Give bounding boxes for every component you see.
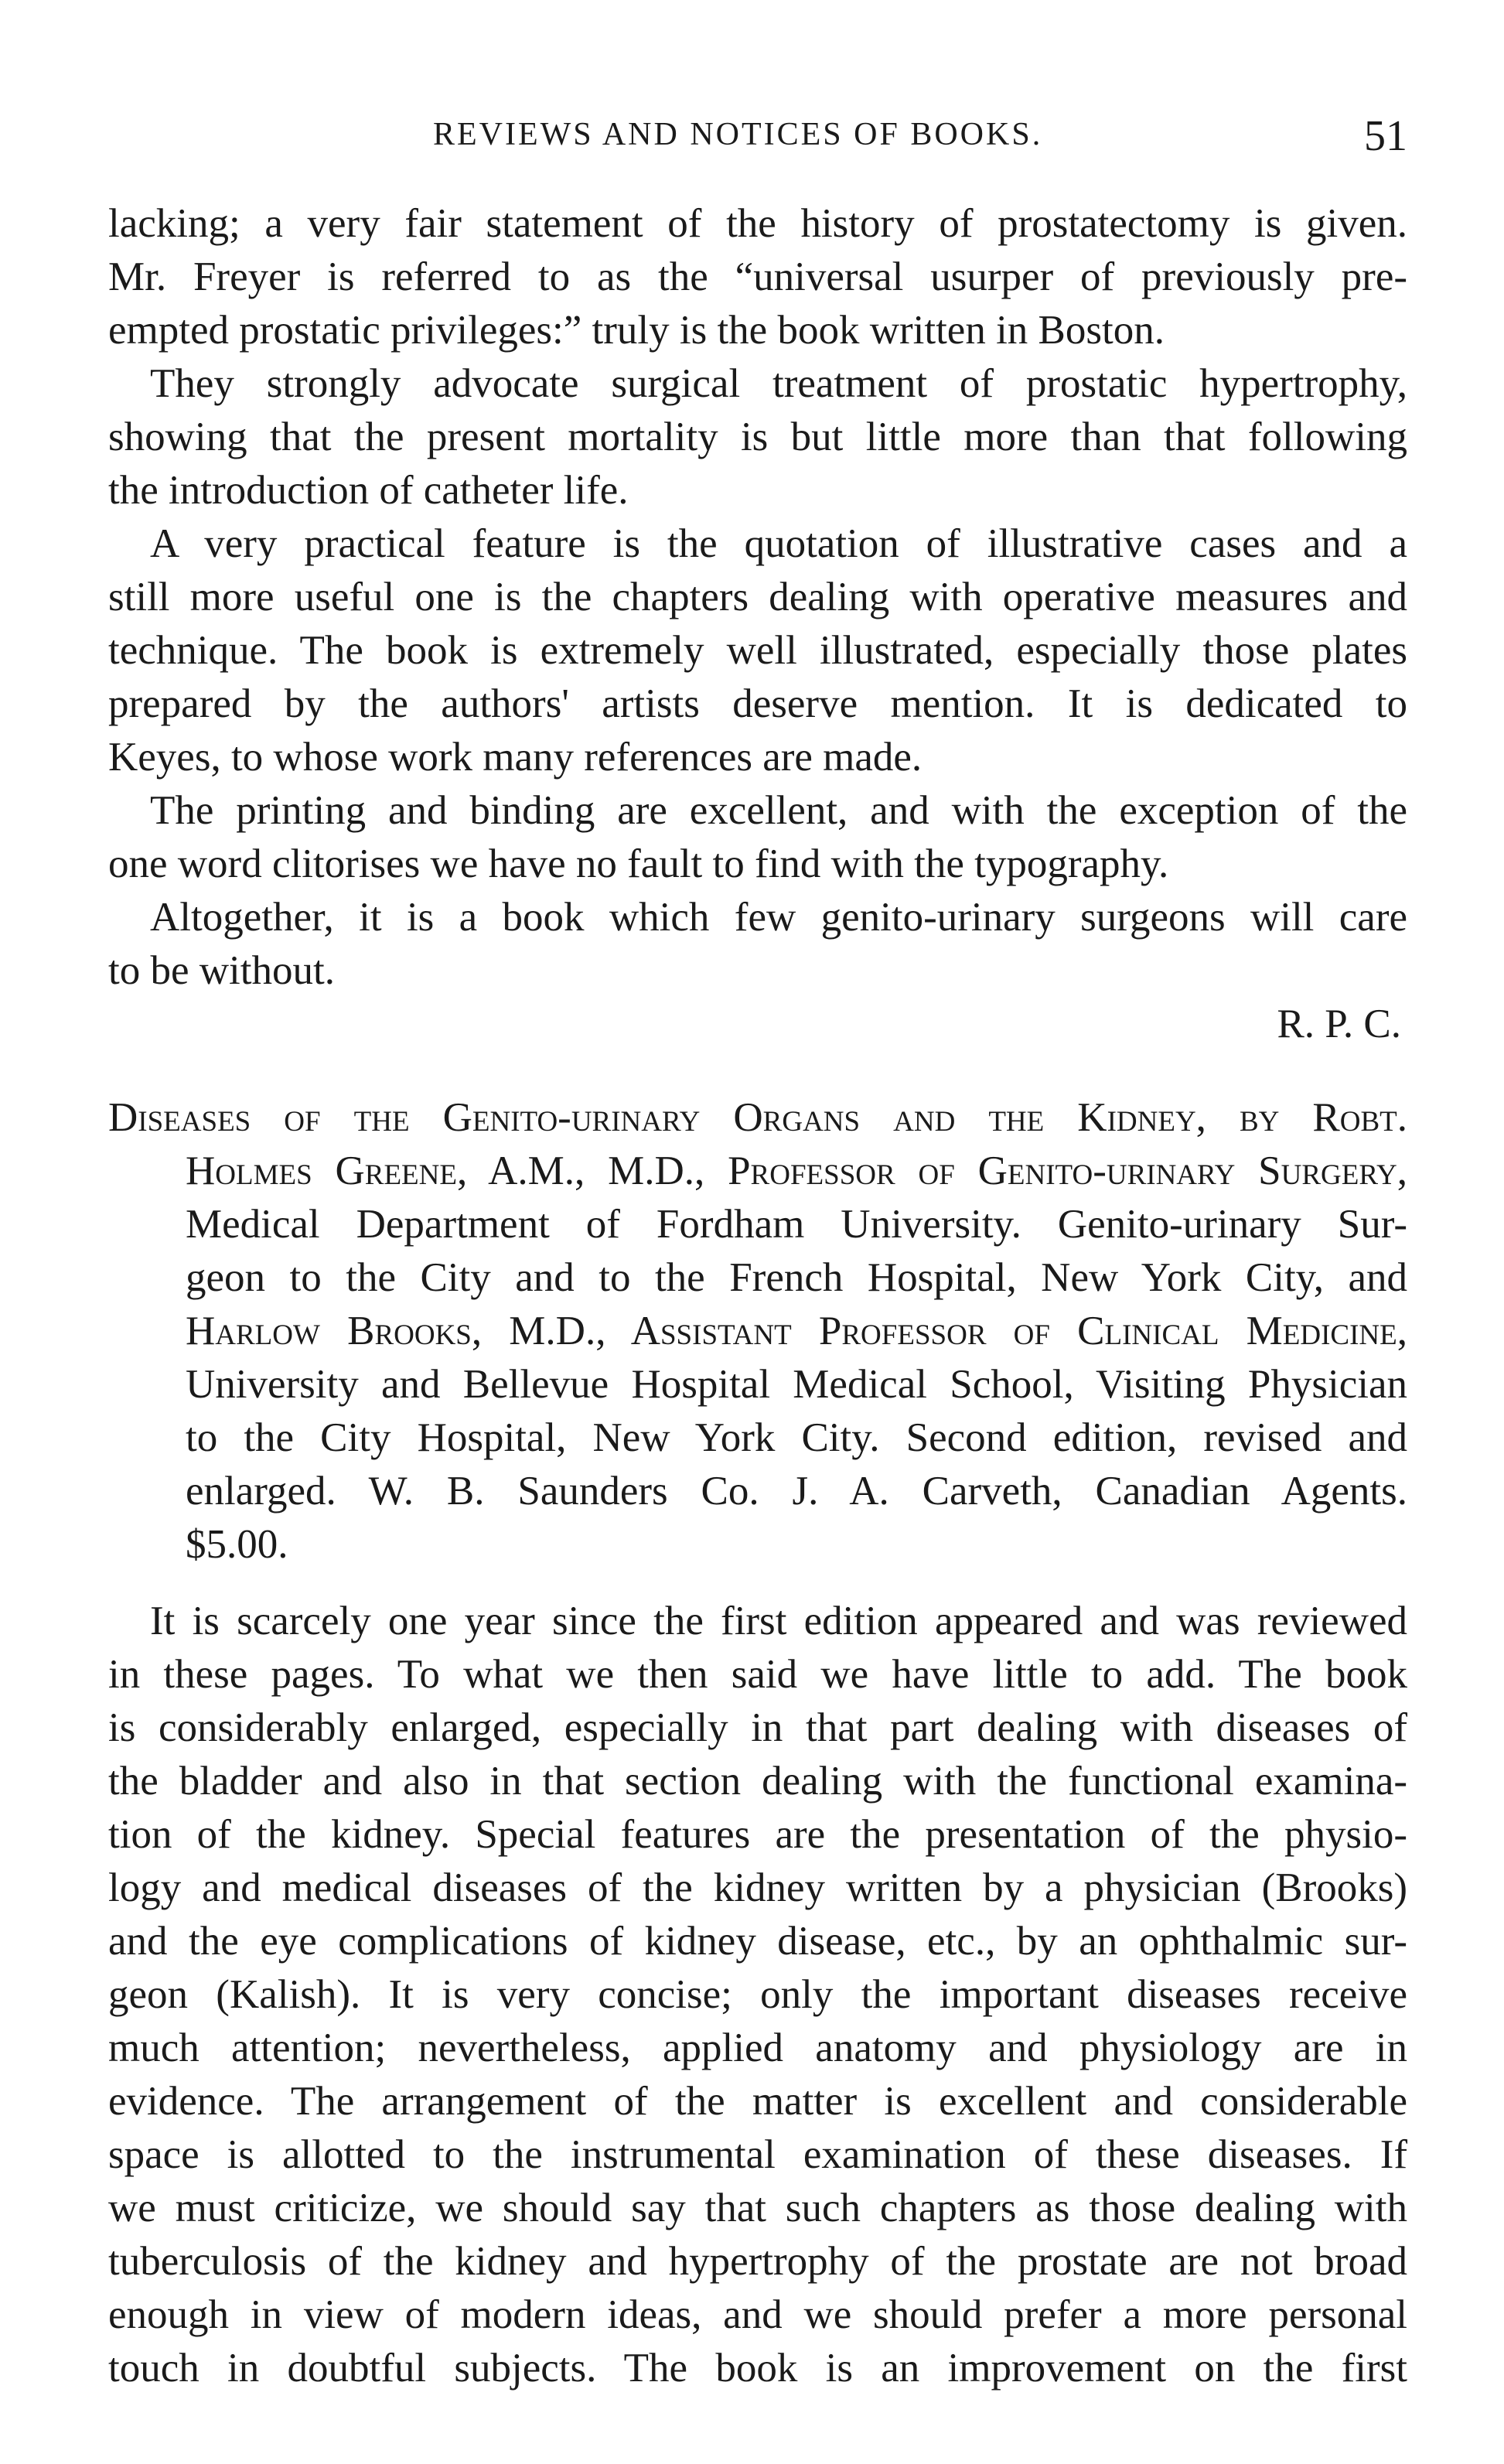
paragraph-line: technique. The book is extremely well illustrated, especially those plates bbox=[108, 628, 1407, 673]
citation-line: University and Bellevue Hospital Medical School, Visiting Physician bbox=[186, 1362, 1407, 1407]
paragraph-line: evidence. The arrangement of the matter is excellent and considerable bbox=[108, 2079, 1407, 2124]
running-head bbox=[186, 112, 1407, 170]
paragraph-line: is considerably enlarged, especially in that part dealing with diseases of bbox=[108, 1705, 1407, 1750]
citation-line: Medical Department of Fordham University. Genito-urinary Sur- bbox=[186, 1202, 1407, 1247]
paragraph-line: It is scarcely one year since the first edition appeared and was reviewed bbox=[150, 1599, 1407, 1643]
paragraph-line: to be without. bbox=[108, 948, 335, 993]
paragraph-line: geon (Kalish). It is very concise; only the important diseases receive bbox=[108, 1972, 1407, 2017]
paragraph-line: much attention; nevertheless, applied anatomy and physiology are in bbox=[108, 2025, 1407, 2070]
reviewer-signature: R. P. C. bbox=[1277, 1002, 1401, 1046]
text-body bbox=[108, 197, 1407, 2395]
paragraph-line: prepared by the authors' artists deserve mention. It is dedicated to bbox=[108, 681, 1407, 726]
citation-line: $5.00. bbox=[186, 1522, 288, 1567]
review-continuation bbox=[108, 197, 1407, 1051]
paragraph-line: touch in doubtful subjects. The book is an improvement on the first bbox=[108, 2346, 1407, 2391]
paragraph-line: the introduction of catheter life. bbox=[108, 468, 629, 513]
section-gap bbox=[108, 1051, 1407, 1091]
citation-line: to the City Hospital, New York City. Second edition, revised and bbox=[186, 1415, 1407, 1460]
paragraph-line: showing that the present mortality is but little more than that following bbox=[108, 415, 1407, 459]
paragraph-line: tion of the kidney. Special features are the presentation of the physio- bbox=[108, 1812, 1407, 1857]
paragraph-line: Altogether, it is a book which few genito-urinary surgeons will care bbox=[150, 895, 1407, 940]
review-body bbox=[108, 1595, 1407, 2395]
paragraph-line: A very practical feature is the quotation of illustrative cases and a bbox=[150, 521, 1407, 566]
citation-line: geon to the City and to the French Hospital, New York City, and bbox=[186, 1255, 1407, 1300]
paragraph-line: The printing and binding are excellent, and with the exception of the bbox=[150, 788, 1407, 833]
paragraph-line: logy and medical diseases of the kidney written by a physician (Brooks) bbox=[108, 1865, 1407, 1910]
paragraph-line: still more useful one is the chapters dealing with operative measures and bbox=[108, 575, 1407, 619]
paragraph-line: They strongly advocate surgical treatment of prostatic hypertrophy, bbox=[150, 361, 1407, 406]
paragraph-line: lacking; a very fair statement of the history of prostatectomy is given. bbox=[108, 201, 1407, 246]
paragraph-line: the bladder and also in that section dealing with the functional examina- bbox=[108, 1759, 1407, 1804]
paragraph-line: enough in view of modern ideas, and we should prefer a more personal bbox=[108, 2292, 1407, 2337]
book-citation-heading bbox=[108, 1091, 1407, 1572]
paragraph-line: empted prostatic privileges:” truly is the book written in Boston. bbox=[108, 308, 1165, 353]
citation-line: Harlow Brooks, M.D., Assistant Professor of Clinical Medicine, bbox=[186, 1309, 1407, 1353]
citation-line: enlarged. W. B. Saunders Co. J. A. Carveth, Canadian Agents. bbox=[186, 1469, 1407, 1514]
paragraph-line: Mr. Freyer is referred to as the “universal usurper of previously pre- bbox=[108, 254, 1407, 299]
paragraph-line: one word clitorises we have no fault to find with the typography. bbox=[108, 841, 1169, 886]
paragraph-line: space is allotted to the instrumental examination of these diseases. If bbox=[108, 2132, 1407, 2177]
paragraph-line: we must criticize, we should say that such chapters as those dealing with bbox=[108, 2186, 1407, 2230]
paragraph-line: in these pages. To what we then said we have little to add. The book bbox=[108, 1652, 1407, 1697]
page-number: 51 bbox=[1364, 112, 1407, 160]
paragraph-line: Keyes, to whose work many references are made. bbox=[108, 735, 923, 780]
section-gap bbox=[108, 1572, 1407, 1595]
running-title: REVIEWS AND NOTICES OF BOOKS. bbox=[433, 117, 1043, 152]
paragraph-line: tuberculosis of the kidney and hypertrophy of the prostate are not broad bbox=[108, 2239, 1407, 2284]
paragraph-line: and the eye complications of kidney disease, etc., by an ophthalmic sur- bbox=[108, 1919, 1407, 1964]
citation-line: Diseases of the Genito-urinary Organs and the Kidney, by Robt. bbox=[108, 1095, 1407, 1140]
citation-line: Holmes Greene, A.M., M.D., Professor of Genito-urinary Surgery, bbox=[186, 1148, 1407, 1193]
